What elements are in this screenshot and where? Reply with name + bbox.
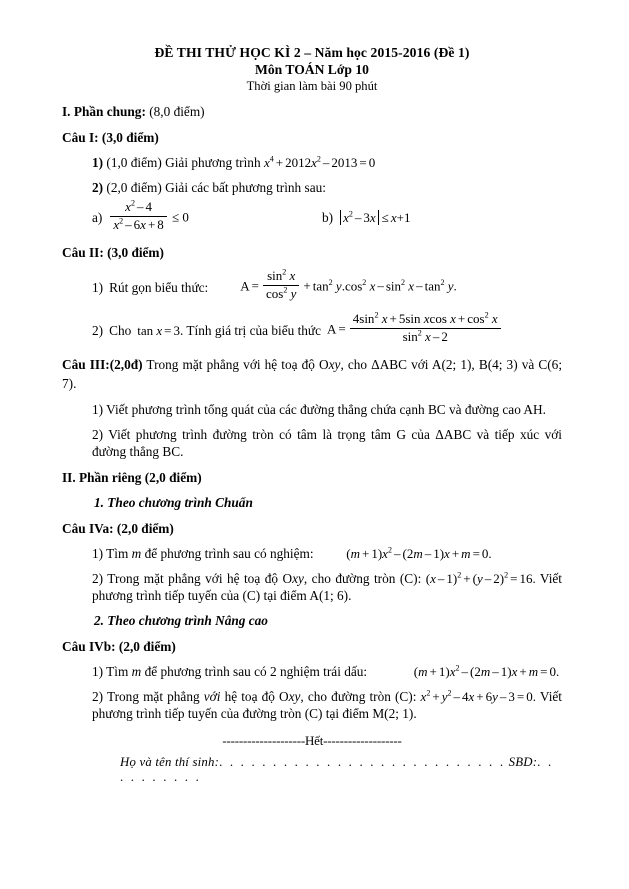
num-var2: x (423, 310, 430, 326)
item-text-pre: 1) Tìm (92, 545, 129, 561)
term3-op: – (416, 278, 423, 294)
question-1-inequalities (92, 198, 562, 235)
question-3-text: Trong mặt phẳng với hệ toạ độ O (142, 356, 329, 372)
coef-2: 2 (474, 663, 481, 679)
item-text-2: . Tính giá trị của biểu thức (180, 322, 322, 338)
fraction-denominator (263, 285, 299, 302)
exp-2: 2 (426, 688, 431, 698)
op-minus: – (453, 688, 461, 704)
term1-var: y (335, 278, 342, 294)
item-text-pre: 2) Trong mặt phẳng (92, 688, 204, 704)
term2-fn-sin: sin (385, 278, 402, 294)
paren-open: ( (346, 545, 351, 561)
term1-exp2: 2 (362, 277, 367, 287)
den-var: x (425, 328, 431, 344)
given-value: 3 (173, 322, 181, 338)
eq-op-plus: + (275, 155, 284, 170)
var-m2: m (413, 545, 423, 561)
paren-close: ) (445, 663, 450, 679)
num-coef-5: 5 (398, 310, 406, 326)
paren-open-2: ( (470, 663, 475, 679)
var-m: m (418, 663, 428, 679)
paren-close-2: ) (439, 545, 445, 561)
var-m2: m (480, 663, 491, 679)
equals: = (472, 545, 480, 561)
num-exp4: 2 (484, 310, 489, 320)
var-m3: m (528, 663, 539, 679)
given-var: x (156, 322, 163, 338)
period: . (555, 663, 560, 679)
coord-xy: xy (288, 688, 301, 704)
exp-2b: 2 (447, 688, 452, 698)
num-op: – (136, 199, 144, 215)
equation-circle-b (421, 689, 536, 704)
expr-equals: = (338, 321, 346, 337)
num-var3: x (450, 310, 456, 326)
num-fn-cos: cos (429, 310, 447, 326)
const-1: 1 (371, 545, 378, 561)
word-voi: với (203, 688, 221, 704)
inequality-a (92, 198, 322, 235)
inequality-b (322, 210, 410, 226)
den-fn-sin: sin (402, 328, 418, 344)
inequality-a-label: a) (92, 210, 103, 226)
var-x2: x (468, 688, 475, 704)
const-2: 2 (493, 570, 500, 586)
question-4b-heading: Câu IVb: (2,0 điểm) (62, 638, 176, 654)
question-1-item-1 (92, 154, 562, 171)
coord-xy: xy (328, 356, 341, 372)
eq-exp-2: 2 (316, 154, 321, 164)
fraction-denominator (110, 216, 166, 233)
num-op1: + (389, 310, 397, 326)
num-var4: x (491, 310, 498, 326)
fraction-numerator (110, 200, 166, 216)
period: . (532, 688, 537, 704)
question-4a-heading: Câu IVa: (2,0 điểm) (62, 520, 174, 536)
exp-2: 2 (457, 570, 462, 580)
exp-2b: 2 (504, 570, 509, 580)
paren-open: ( (425, 570, 431, 586)
op-plus: + (429, 663, 437, 679)
var-x: x (382, 545, 388, 561)
page-title: ĐỀ THI THỬ HỌC KÌ 2 – Năm học 2015-2016 (Đề 1) (154, 45, 470, 60)
term1-var2: x (369, 278, 376, 294)
paren-close-2: ) (499, 570, 505, 586)
paren-close: ) (377, 545, 383, 561)
term2-exp: 2 (401, 277, 406, 287)
var-y2: y (492, 688, 498, 704)
item-text: (2,0 điểm) Giải các bất phương trình sau: (103, 180, 326, 195)
item-label: 1) (92, 279, 104, 295)
op-plus: + (432, 688, 440, 704)
rhs-const: 1 (403, 210, 411, 226)
den-var: y (290, 285, 297, 301)
part-one-points: (8,0 điểm) (145, 104, 205, 119)
question-2-heading: Câu II: (3,0 điểm) (62, 244, 164, 260)
item-text: (1,0 điểm) Giải phương trình (103, 155, 261, 170)
equation-quadratic-a (346, 546, 491, 561)
num-fn-sin: sin (267, 267, 283, 283)
item-text-post: Viết phương trình tiếp tuyến của đường tròn (C) tại điểm M(2; 1). (92, 688, 562, 721)
fraction (110, 200, 166, 233)
coef-6: 6 (485, 688, 493, 704)
given-fn: tan (137, 322, 154, 338)
eq-equals: = (359, 155, 367, 170)
den-op: – (432, 328, 440, 344)
var-x: x (449, 663, 456, 679)
var-y: y (441, 688, 448, 704)
term1-dot: . (341, 278, 345, 294)
fraction-numerator (263, 269, 299, 285)
rel-le: ≤ (381, 210, 389, 226)
coef-4: 4 (462, 688, 469, 704)
op-plus-2: + (519, 663, 527, 679)
num-coef-4: 4 (352, 310, 360, 326)
den-exp: 2 (283, 285, 288, 295)
den-coef: 6 (133, 217, 141, 232)
equals: = (510, 570, 518, 586)
sbd-dots: . . . . . . . . . . (120, 754, 554, 784)
num-fn-cos2: cos (467, 310, 485, 326)
paren-close: ) (452, 570, 458, 586)
var-m3: m (461, 545, 471, 561)
var-x2: x (511, 663, 518, 679)
zero: 0 (481, 545, 489, 561)
fraction (350, 312, 501, 345)
expression-A (240, 267, 457, 304)
den-const: 8 (157, 217, 164, 232)
op-minus: – (461, 663, 468, 679)
given-tan (137, 322, 180, 339)
part-one-label: I. Phần chung: (62, 104, 146, 119)
question-2-item-1 (92, 267, 562, 304)
eq-var-x: x (263, 155, 270, 170)
term1-op: + (303, 278, 311, 294)
question-4a-item-1 (92, 545, 562, 562)
eq-const-2013: 2013 (331, 155, 358, 170)
inequality-a-expr (108, 198, 189, 235)
absolute-value (340, 210, 379, 225)
expr-equals: = (251, 278, 259, 294)
given-equals: = (164, 322, 172, 338)
equation-quartic (264, 155, 375, 170)
term3-var: y (447, 278, 454, 294)
question-1-heading: Câu I: (3,0 điểm) (62, 130, 159, 145)
rhs-op: + (396, 210, 404, 226)
eq-op-minus: – (322, 155, 330, 170)
const-1: 1 (438, 663, 446, 679)
inequality-a-relation: ≤ 0 (172, 209, 189, 225)
expr-name-A: A (240, 278, 250, 294)
var-x: x (430, 570, 436, 586)
question-2-item-2 (92, 310, 562, 347)
num-fn-sin: sin (359, 310, 375, 326)
equals: = (540, 663, 548, 679)
op-plus: + (463, 570, 471, 586)
candidate-name-dots: . . . . . . . . . . . . . . . . . . . . . . . . . . . (219, 754, 506, 769)
question-3-heading: Câu III:(2,0đ) (62, 356, 143, 372)
den-exp: 2 (417, 328, 422, 338)
question-4a-item-2 (92, 570, 562, 604)
op-minus-2: – (424, 545, 432, 561)
item-label: 1) (92, 155, 104, 170)
item-text-mid: , cho đường tròn (C): (303, 570, 422, 586)
abs-exp: 2 (348, 210, 353, 220)
question-3 (62, 355, 562, 393)
fraction-numerator (350, 312, 501, 328)
num-exp: 2 (130, 198, 135, 208)
term3-exp: 2 (440, 277, 445, 287)
item-label: 2) (92, 180, 104, 195)
var-x: x (420, 688, 427, 704)
const-16: 16 (519, 570, 533, 586)
op-minus-2: – (492, 663, 499, 679)
item-text-pre: 1) Tìm (92, 663, 129, 679)
var-x2: x (444, 545, 450, 561)
inequality-b-label: b) (322, 210, 334, 226)
den-var-x: x (113, 217, 120, 232)
term1-exp: 2 (328, 277, 333, 287)
const-1: 1 (446, 570, 453, 586)
question-3-item-2: 2) Viết phương trình đường tròn có tâm là trọng tâm G của ΔABC và tiếp xúc với đường thẳng BC. (92, 426, 562, 459)
num-exp: 2 (282, 267, 287, 277)
program-advanced-label: 2. Theo chương trình Nâng cao (94, 612, 268, 628)
const-1b: 1 (500, 663, 508, 679)
term2-var: x (408, 278, 415, 294)
den-const: 2 (441, 328, 448, 344)
abs-var-x: x (343, 210, 349, 226)
candidate-name-label: Họ và tên thí sinh: (120, 754, 220, 769)
item-text-mid: , cho đường tròn (C): (300, 688, 417, 704)
item-text-post: để phương trình sau có nghiệm: (144, 545, 314, 561)
paren-open-2: ( (472, 570, 477, 586)
rhs-var-x: x (390, 210, 397, 226)
coord-xy: xy (292, 570, 304, 586)
op-minus-2: – (484, 570, 492, 586)
equation-circle-a (426, 571, 536, 586)
candidate-info-line (120, 755, 562, 785)
den-op1: – (125, 217, 132, 232)
question-3-text-2: , cho ΔABC với A(2; 1), B(4; 3) và C(6; 7). (62, 356, 563, 391)
const-1b: 1 (433, 545, 440, 561)
eq-zero: 0 (368, 155, 376, 170)
den-fn-cos: cos (265, 285, 284, 301)
exp-2: 2 (455, 663, 460, 673)
term3-fn-tan: tan (424, 278, 441, 294)
sbd-label: SBD: (508, 754, 538, 769)
abs-var-x2: x (369, 210, 376, 226)
question-4b-item-2 (92, 688, 562, 722)
op-minus-3: – (499, 688, 507, 704)
num-var-x: x (125, 199, 131, 215)
period: . (488, 545, 492, 561)
item-label: 2) (92, 322, 104, 338)
den-op2: + (147, 217, 156, 232)
subject-line: Môn TOÁN Lớp 10 (255, 62, 369, 77)
op-plus-2: + (476, 688, 484, 704)
item-text-pre: 2) Trong mặt phẳng với hệ toạ độ O (92, 570, 293, 586)
term1-fn-tan: tan (312, 278, 329, 294)
var-y: y (476, 570, 483, 586)
program-standard-label: 1. Theo chương trình Chuẩn (94, 494, 253, 510)
item-text-1: Cho (109, 322, 132, 338)
num-exp: 2 (374, 310, 379, 320)
term1-fn-cos: cos (344, 278, 363, 294)
item-text-mid0: hệ toạ độ O (220, 688, 289, 704)
expression-A-2 (327, 310, 503, 347)
period: . (532, 570, 536, 586)
zero: 0 (526, 688, 533, 704)
paren-close-2: ) (507, 663, 512, 679)
param-m: m (131, 663, 142, 679)
num-const: 4 (145, 199, 152, 215)
equation-quadratic-b (414, 664, 559, 679)
inequality-b-expr (339, 210, 410, 226)
paren-open: ( (413, 663, 419, 679)
paren-open-2: ( (402, 545, 407, 561)
op-plus-2: + (451, 545, 460, 561)
abs-coef: 3 (363, 210, 370, 226)
item-text: Rút gọn biểu thức: (109, 279, 209, 295)
param-m: m (131, 545, 142, 561)
eq-var-x2: x (311, 155, 317, 170)
den-var-x2: x (140, 217, 146, 232)
num-op2: + (457, 310, 466, 326)
const-3: 3 (508, 688, 515, 704)
duration-line: Thời gian làm bài 90 phút (246, 79, 378, 93)
fraction-denominator (350, 328, 501, 345)
equals: = (516, 688, 525, 704)
den-exp: 2 (119, 216, 124, 226)
expr-name-A: A (327, 321, 337, 337)
abs-op: – (354, 210, 362, 226)
op-minus: – (437, 570, 445, 586)
section-part-two: II. Phần riêng (2,0 điểm) (62, 469, 202, 485)
end-marker: --------------------Hết------------------- (222, 732, 402, 748)
term2-op: – (377, 278, 384, 294)
period: . (453, 278, 457, 294)
eq-exp-4: 4 (269, 154, 274, 164)
item-text-post: để phương trình sau có 2 nghiệm trái dấu: (144, 663, 368, 679)
fraction (263, 269, 299, 302)
item-text-post: Viết phương trình tiếp tuyến của (C) tại điểm A(1; 6). (92, 570, 563, 603)
var-m: m (350, 545, 360, 561)
num-fn-sin2: sin (405, 310, 421, 326)
zero: 0 (549, 663, 556, 679)
coef-2: 2 (406, 545, 414, 561)
num-var: x (289, 267, 296, 283)
eq-coef-2012: 2012 (285, 155, 312, 170)
question-1-item-2 (92, 179, 562, 196)
op-plus: + (361, 545, 370, 561)
question-3-item-1: 1) Viết phương trình tổng quát của các đường thẳng chứa cạnh BC và đường cao AH. (92, 401, 546, 417)
num-var: x (381, 310, 388, 326)
document-body (62, 44, 562, 785)
section-part-one (62, 103, 562, 120)
exp-2: 2 (387, 545, 392, 555)
question-4b-item-1 (92, 663, 562, 680)
op-minus: – (393, 545, 401, 561)
